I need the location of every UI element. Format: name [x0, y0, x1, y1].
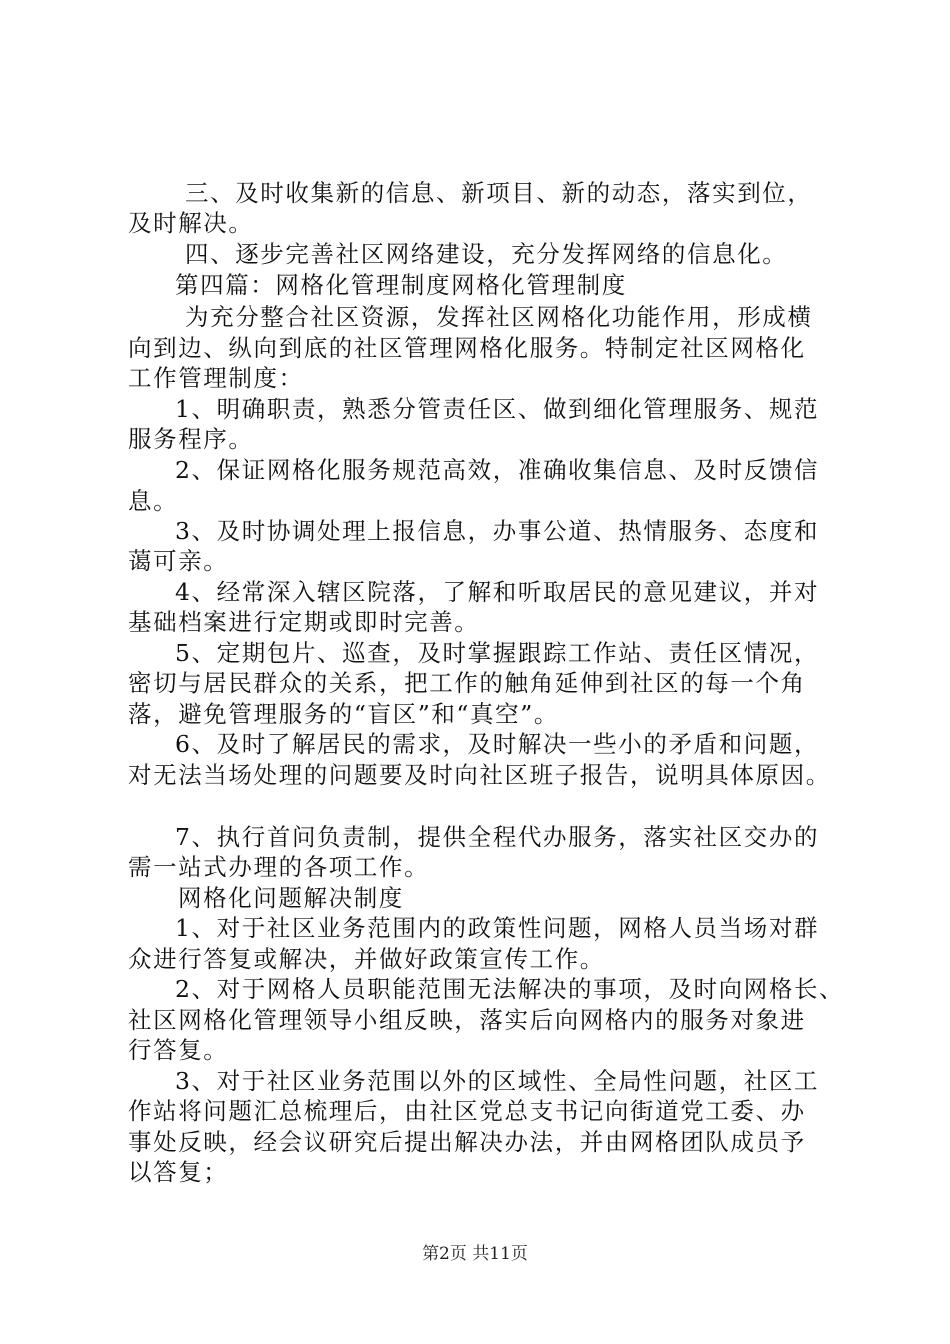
paragraph-line: 需一站式办理的各项工作。 [128, 853, 430, 881]
paragraph-line: 三、及时收集新的信息、新项目、新的动态，落实到位， [185, 179, 813, 207]
paragraph-line: 向到边、纵向到底的社区管理网格化服务。特制定社区网格化 [128, 334, 806, 362]
paragraph-line: 以答复； [128, 1158, 229, 1186]
paragraph-line: 蔼可亲。 [128, 547, 229, 575]
paragraph-line: 1、明确职责，熟悉分管责任区、做到细化管理服务、规范 [175, 395, 820, 423]
paragraph-line: 4、经常深入辖区院落，了解和听取居民的意见建议，并对 [175, 578, 820, 606]
section-heading: 第四篇：网格化管理制度网格化管理制度 [175, 271, 627, 299]
paragraph-line: 社区网格化管理领导小组反映，落实后向网格内的服务对象进 [128, 1006, 806, 1034]
paragraph-line: 服务程序。 [128, 425, 254, 453]
paragraph-line: 密切与居民群众的关系，把工作的触角延伸到社区的每一个角 [128, 669, 806, 697]
paragraph-line: 6、及时了解居民的需求，及时解决一些小的矛盾和问题， [175, 730, 820, 758]
paragraph-line: 作站将问题汇总梳理后，由社区党总支书记向街道党工委、办 [128, 1097, 806, 1125]
paragraph-line: 2、保证网格化服务规范高效，准确收集信息、及时反馈信 [175, 456, 820, 484]
paragraph-line: 5、定期包片、巡查，及时掌握跟踪工作站、责任区情况， [175, 639, 820, 667]
paragraph-line: 3、对于社区业务范围以外的区域性、全局性问题，社区工 [175, 1067, 820, 1095]
paragraph-line: 工作管理制度： [128, 364, 304, 392]
paragraph-line: 四、逐步完善社区网络建设，充分发挥网络的信息化。 [185, 240, 788, 268]
section-heading: 网格化问题解决制度 [178, 884, 404, 912]
paragraph-line: 对无法当场处理的问题要及时向社区班子报告，说明具体原因。 [128, 761, 831, 789]
paragraph-line: 众进行答复或解决，并做好政策宣传工作。 [128, 945, 605, 973]
paragraph-line: 息。 [128, 487, 179, 515]
paragraph-line: 事处反映，经会议研究后提出解决办法，并由网格团队成员予 [128, 1128, 806, 1156]
paragraph-line: 为充分整合社区资源，发挥社区网格化功能作用，形成横 [185, 303, 813, 331]
paragraph-line: 及时解决。 [128, 209, 254, 237]
paragraph-line: 3、及时协调处理上报信息，办事公道、热情服务、态度和 [175, 517, 820, 545]
page-number-footer: 第2页 共11页 [422, 1244, 528, 1264]
paragraph-line: 落，避免管理服务的“盲区”和“真空”。 [128, 700, 559, 728]
paragraph-line: 1、对于社区业务范围内的政策性问题，网格人员当场对群 [175, 914, 820, 942]
paragraph-line: 行答复。 [128, 1036, 229, 1064]
paragraph-line: 7、执行首问负责制，提供全程代办服务，落实社区交办的 [175, 823, 820, 851]
paragraph-line: 2、对于网格人员职能范围无法解决的事项，及时向网格长、 [175, 975, 845, 1003]
paragraph-line: 基础档案进行定期或即时完善。 [128, 608, 480, 636]
